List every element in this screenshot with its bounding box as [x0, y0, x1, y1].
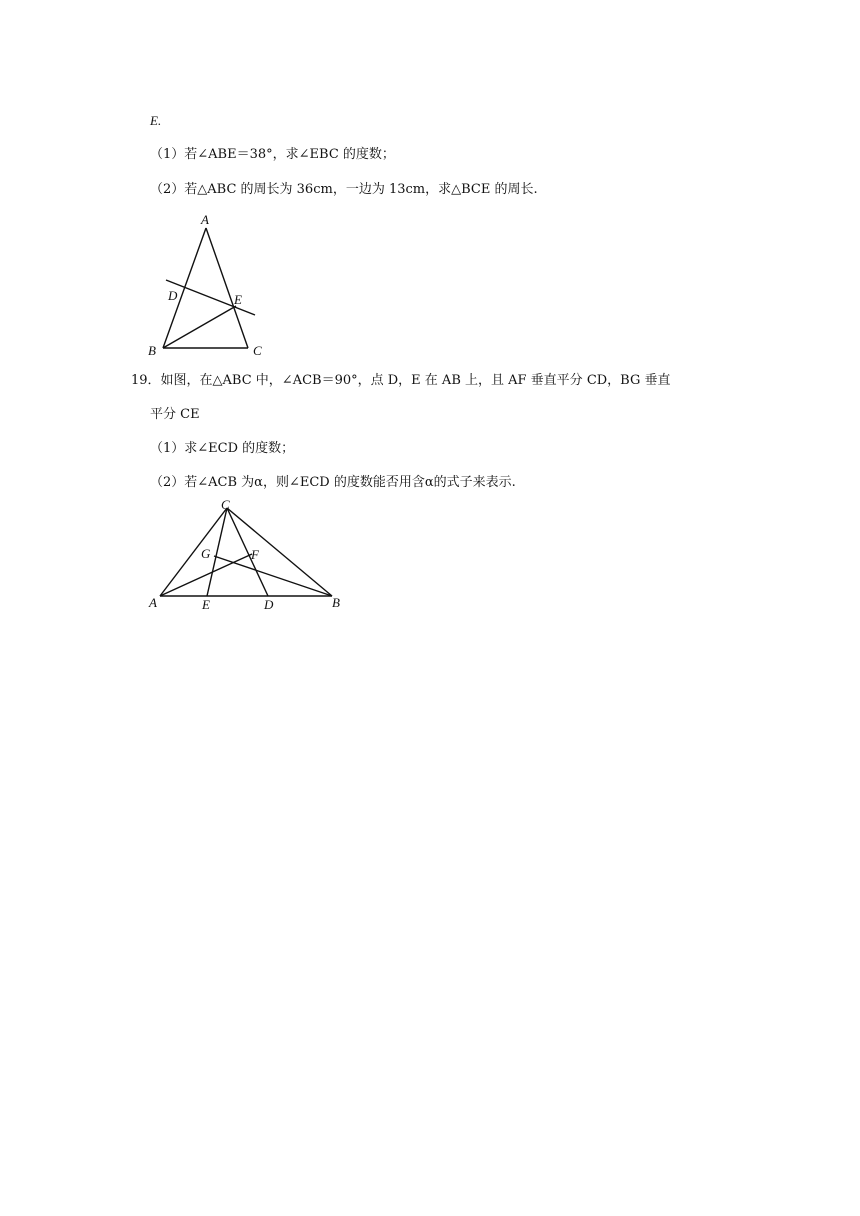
label-c: C — [253, 343, 262, 358]
q18-part1: （1）若∠ABE＝38°，求∠EBC 的度数； — [150, 147, 395, 162]
segment-be — [163, 306, 236, 348]
label-b: B — [148, 343, 156, 358]
label-a: A — [149, 595, 157, 610]
figure-triangle-abc — [140, 208, 280, 360]
label-d: D — [264, 597, 274, 612]
figure-triangle-acb — [140, 496, 360, 614]
q19-part2: （2）若∠ACB 为α，则∠ECD 的度数能否用含α的式子来表示. — [150, 475, 516, 490]
segment-cd — [227, 508, 268, 596]
q19-part1: （1）求∠ECD 的度数； — [150, 441, 295, 456]
label-e: E — [234, 292, 242, 307]
segment-bc — [227, 508, 332, 596]
label-f: F — [251, 547, 259, 562]
label-e: E — [202, 597, 210, 612]
q18-part2: （2）若△ABC 的周长为 36cm，一边为 13cm，求△BCE 的周长. — [150, 182, 538, 197]
q19-line1: 19．如图，在△ABC 中，∠ACB＝90°，点 D，E 在 AB 上，且 AF 垂直平分 CD，BG 垂直 — [131, 373, 671, 388]
label-b: B — [332, 595, 340, 610]
q19-line2: 平分 CE — [150, 407, 200, 422]
label-g: G — [201, 546, 211, 561]
q18-continuation-text: E. — [150, 113, 162, 128]
segment-bg — [214, 556, 332, 596]
q18-continuation — [150, 112, 161, 131]
segment-ac — [206, 228, 248, 348]
label-d: D — [168, 288, 178, 303]
label-a: A — [201, 212, 209, 227]
label-c: C — [221, 497, 230, 512]
